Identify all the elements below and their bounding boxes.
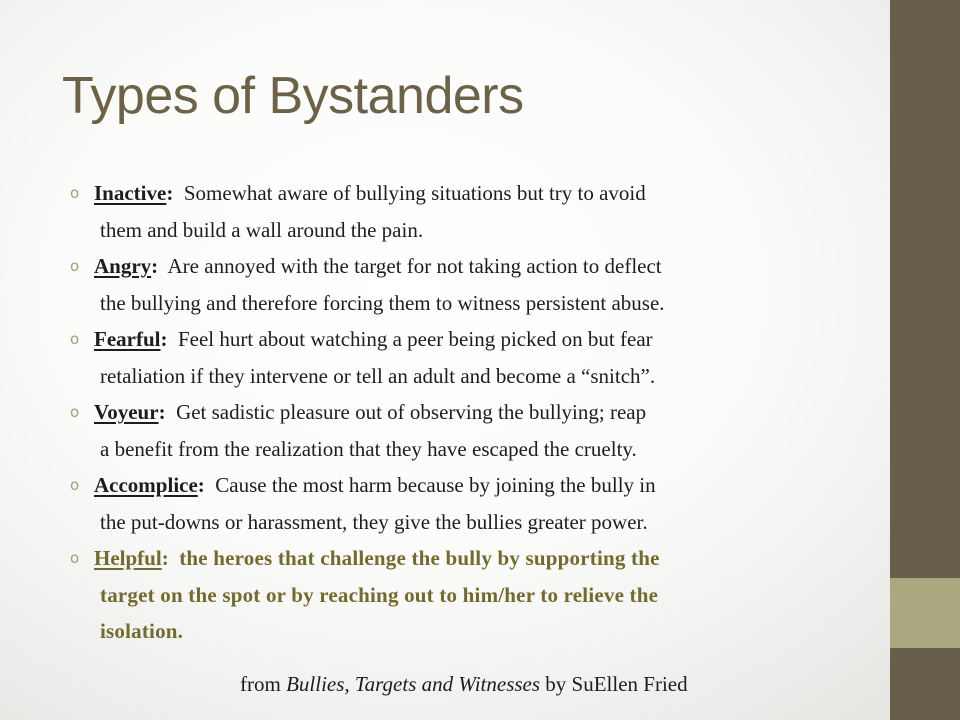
- side-decor-accent: [890, 578, 960, 648]
- term-label: Helpful: [94, 546, 162, 570]
- term-description: Are annoyed with the target for not taking action to deflect: [167, 254, 662, 278]
- term-label: Angry: [94, 254, 152, 278]
- term-description-cont: retaliation if they intervene or tell an adult and become a “snitch”.: [100, 363, 656, 388]
- list-item-line: [94, 540, 850, 577]
- term-description-cont: them and build a wall around the pain.: [100, 217, 424, 242]
- bystander-types-list: [70, 175, 850, 650]
- term-description: Feel hurt about watching a peer being picked on but fear: [177, 327, 653, 351]
- term-description: Get sadistic pleasure out of observing the bullying; reap: [176, 400, 647, 424]
- list-item-fearful: [70, 321, 850, 394]
- list-item-voyeur: [70, 394, 850, 467]
- circle-outline-icon: o: [70, 330, 80, 348]
- list-item-accomplice: [70, 467, 850, 540]
- term-colon: :: [151, 254, 159, 278]
- citation: [240, 672, 688, 697]
- list-item-line: [94, 248, 850, 285]
- circle-outline-icon: o: [70, 184, 80, 202]
- term-description: Somewhat aware of bullying situations but try to avoid: [183, 181, 646, 205]
- term-label: Voyeur: [94, 400, 159, 424]
- list-item-line: [94, 175, 850, 212]
- term-description-cont: isolation.: [100, 619, 184, 643]
- circle-outline-icon: o: [70, 549, 80, 567]
- term-description: the heroes that challenge the bully by supporting the: [179, 546, 660, 570]
- term-description-cont: a benefit from the realization that they have escaped the cruelty.: [100, 436, 637, 461]
- list-item-helpful: [70, 540, 850, 650]
- term-colon: :: [197, 473, 205, 497]
- citation-author: by SuEllen Fried: [545, 672, 688, 696]
- list-item-angry: [70, 248, 850, 321]
- list-item-line: [94, 321, 850, 358]
- circle-outline-icon: o: [70, 476, 80, 494]
- term-colon: :: [166, 181, 174, 205]
- list-item-line: [94, 394, 850, 431]
- term-label: Fearful: [94, 327, 161, 351]
- term-description-cont: the bullying and therefore forcing them to witness persistent abuse.: [100, 290, 665, 315]
- list-item-inactive: [70, 175, 850, 248]
- term-description-cont: target on the spot or by reaching out to him/her to relieve the: [100, 582, 659, 607]
- list-item-line: [94, 467, 850, 504]
- circle-outline-icon: o: [70, 257, 80, 275]
- term-description: Cause the most harm because by joining the bully in: [215, 473, 656, 497]
- citation-prefix: from: [240, 672, 281, 696]
- term-colon: :: [160, 327, 168, 351]
- term-colon: :: [158, 400, 166, 424]
- circle-outline-icon: o: [70, 403, 80, 421]
- citation-book-title: Bullies, Targets and Witnesses: [286, 672, 541, 696]
- term-label: Inactive: [94, 181, 167, 205]
- slide-title: Types of Bystanders: [62, 67, 524, 125]
- term-label: Accomplice: [94, 473, 198, 497]
- term-colon: :: [161, 546, 169, 570]
- term-description-cont: the put-downs or harassment, they give the bullies greater power.: [100, 509, 648, 534]
